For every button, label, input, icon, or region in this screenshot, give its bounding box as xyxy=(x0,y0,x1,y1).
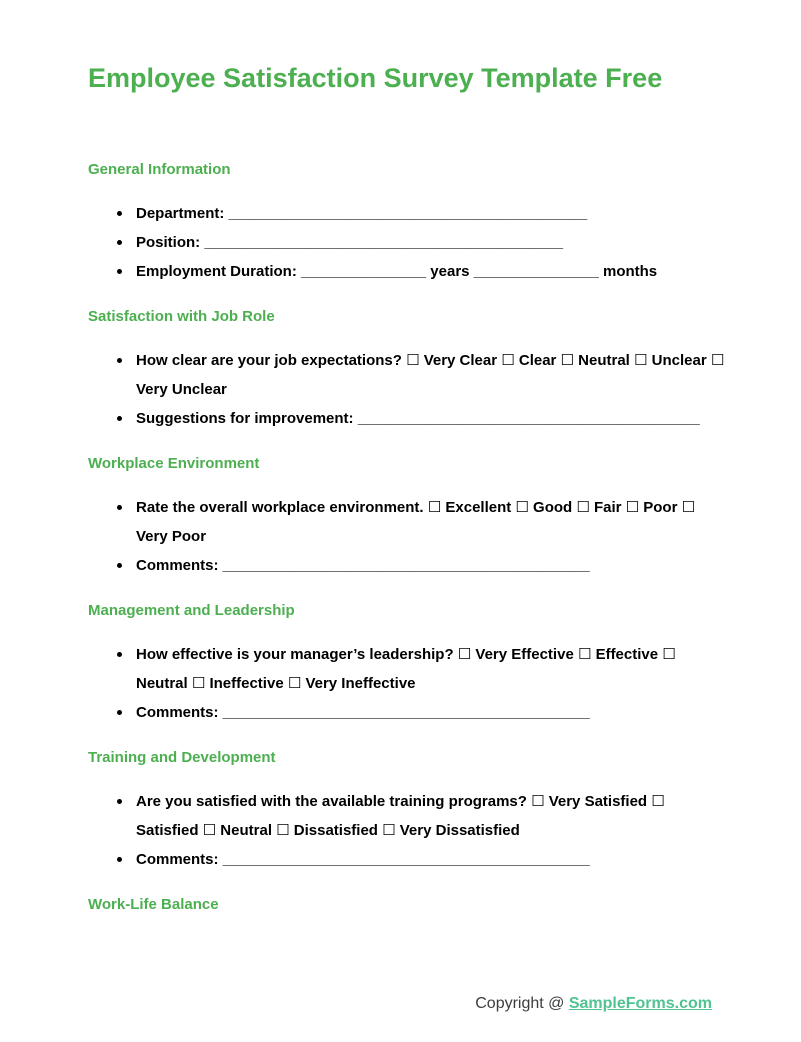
section-training-and-development xyxy=(0,749,801,874)
question-job-expectations: How clear are your job expectations? ☐ Very Clear ☐ Clear ☐ Neutral ☐ Unclear ☐ Very Unclear xyxy=(88,346,726,404)
section-heading-management-and-leadership: Management and Leadership xyxy=(88,602,295,619)
sampleforms-link[interactable]: SampleForms.com xyxy=(568,995,712,1012)
management-leadership-list xyxy=(88,640,801,727)
form-line-comments-workplace: Comments: ____________________________________________ xyxy=(88,551,726,580)
section-general-information xyxy=(0,161,801,286)
form-line-employment-duration: Employment Duration: _______________ years _______________ months xyxy=(88,257,726,286)
section-workplace-environment xyxy=(0,455,801,580)
form-line-comments-training: Comments: ____________________________________________ xyxy=(88,845,726,874)
job-role-list xyxy=(88,346,801,433)
question-training-satisfaction: Are you satisfied with the available training programs? ☐ Very Satisfied ☐ Satisfied ☐ Neutral ☐ Dissatisfied ☐ Very Dissatisfied xyxy=(88,787,726,845)
form-line-comments-management: Comments: ____________________________________________ xyxy=(88,698,726,727)
footer-copyright xyxy=(475,994,712,1014)
question-workplace-rating: Rate the overall workplace environment. ☐ Excellent ☐ Good ☐ Fair ☐ Poor ☐ Very Poor xyxy=(88,493,726,551)
section-heading-satisfaction-with-job-role: Satisfaction with Job Role xyxy=(88,308,275,325)
section-heading-training-and-development: Training and Development xyxy=(88,749,276,766)
section-satisfaction-with-job-role xyxy=(0,308,801,433)
question-manager-leadership: How effective is your manager’s leadership? ☐ Very Effective ☐ Effective ☐ Neutral ☐ Ineffective ☐ Very Ineffective xyxy=(88,640,726,698)
form-line-department: Department: ___________________________________________ xyxy=(88,199,726,228)
section-heading-workplace-environment: Workplace Environment xyxy=(88,455,260,472)
form-line-suggestions: Suggestions for improvement: _________________________________________ xyxy=(88,404,726,433)
training-development-list xyxy=(88,787,801,874)
workplace-environment-list xyxy=(88,493,801,580)
form-line-position: Position: ___________________________________________ xyxy=(88,228,726,257)
general-information-list xyxy=(88,199,801,286)
copyright-text: Copyright @ xyxy=(475,995,569,1012)
section-work-life-balance xyxy=(0,896,801,914)
section-management-and-leadership xyxy=(0,602,801,727)
section-heading-general-information: General Information xyxy=(88,161,231,178)
section-heading-work-life-balance: Work-Life Balance xyxy=(88,896,219,913)
page-title: Employee Satisfaction Survey Template Free xyxy=(88,63,663,93)
